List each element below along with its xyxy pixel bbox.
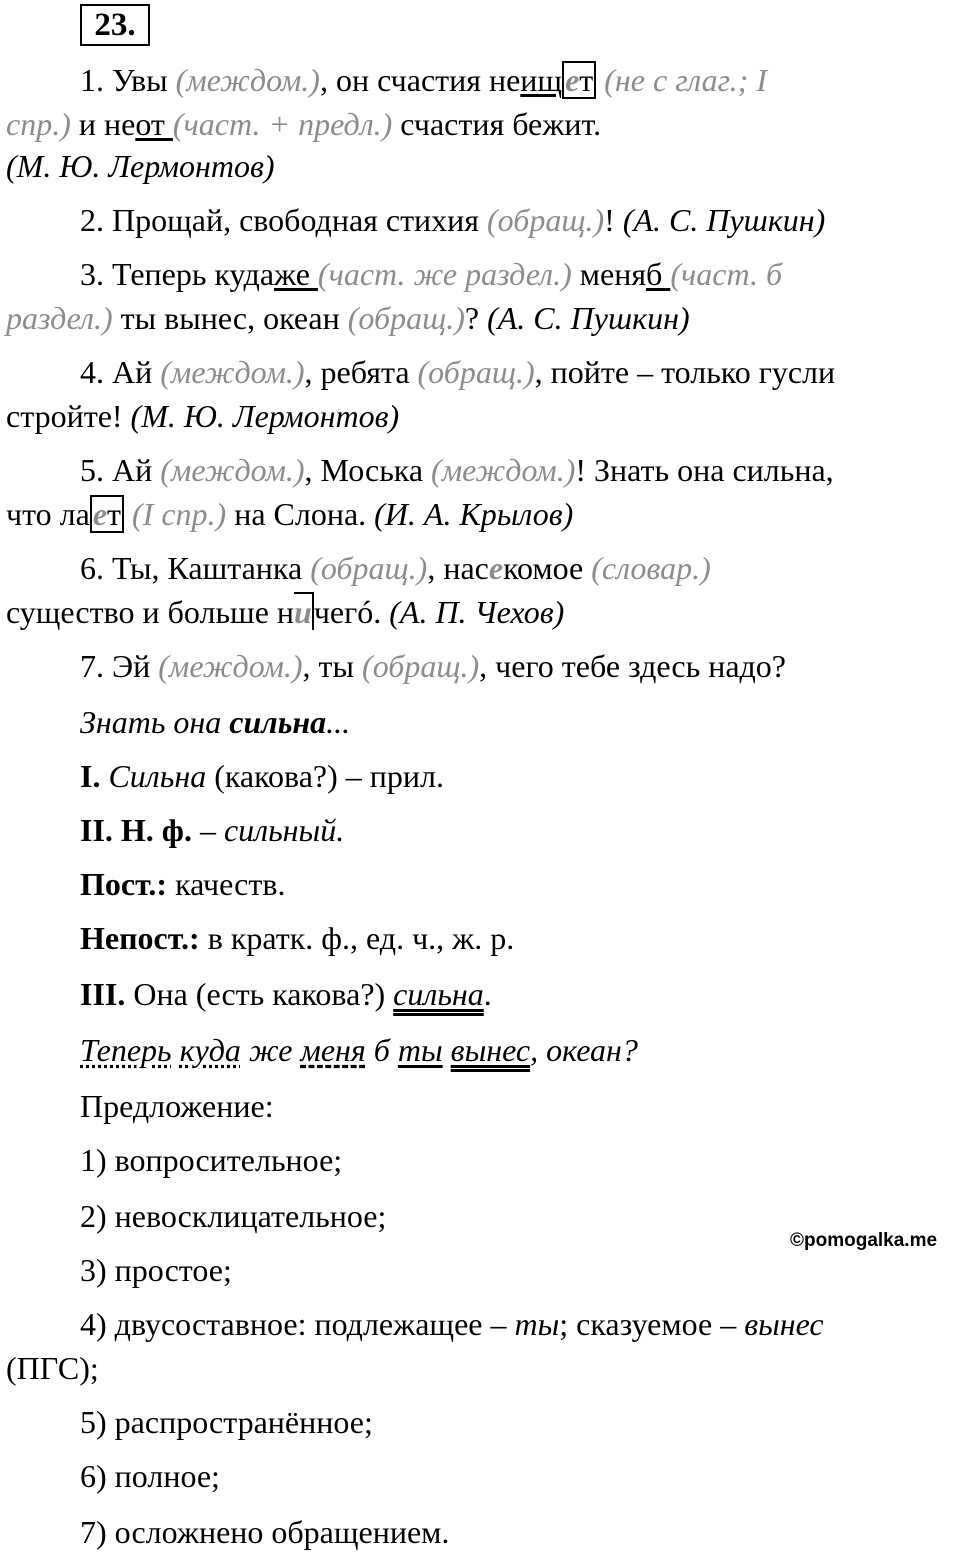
text: 4) двусоставное: подлежащее – (80, 1306, 515, 1342)
annotation: (обращ.) (310, 550, 428, 586)
text: 5. Ай (80, 452, 161, 488)
author: (А. С. Пушкин) (487, 300, 690, 336)
text: вынес (744, 1306, 824, 1342)
parse2-sentence (80, 1030, 638, 1070)
task-number: 23. (80, 4, 150, 46)
s3-line1 (80, 254, 782, 294)
parse1-heading (80, 702, 350, 742)
highlight-letter: е (488, 550, 504, 586)
annotation: (обращ.) (347, 300, 465, 336)
annotation: (не с глаг.; I (596, 62, 767, 98)
text: – (191, 812, 224, 848)
text: , чего тебе здесь надо? (479, 648, 786, 684)
text: же (248, 1032, 293, 1068)
author: (А. П. Чехов) (389, 594, 565, 630)
text: т (107, 496, 122, 532)
text: , ребята (304, 354, 418, 390)
s4-line1 (80, 352, 835, 392)
watermark: ©pomogalka.me (790, 1230, 938, 1251)
text: II. Н. ф. (80, 812, 192, 848)
text: сильна (393, 976, 484, 1012)
text: Сильна (100, 758, 207, 794)
parse2-title: Предложение: (80, 1088, 274, 1124)
s1-author: (М. Ю. Лермонтов) (6, 148, 275, 184)
s3-line2 (6, 298, 690, 338)
text: что ла (6, 496, 90, 532)
text: , пойте – только гусли (534, 354, 836, 390)
list-item: 6) полное; (80, 1458, 220, 1494)
text: чегó. (313, 594, 390, 630)
list-item (80, 1304, 824, 1344)
ending-box (562, 61, 596, 99)
text: , он счастия не (319, 62, 521, 98)
list-item: 5) распространённое; (80, 1404, 373, 1440)
text: , нас (427, 550, 489, 586)
s6-line2 (6, 592, 564, 632)
text: в кратк. ф., ед. ч., ж. р. (199, 920, 515, 956)
parse1-row1 (80, 756, 444, 796)
text: 1. Увы (80, 62, 176, 98)
text: ? (464, 300, 488, 336)
text: 3. Теперь куда (80, 256, 275, 292)
annotation: (междом.) (431, 452, 576, 488)
text: меня (300, 1032, 366, 1068)
text: . (483, 976, 492, 1012)
text: куда (179, 1032, 241, 1068)
text: от (135, 106, 173, 142)
text: ты вынес, океан (112, 300, 348, 336)
text: ... (326, 704, 351, 740)
author: (И. А. Крылов) (374, 496, 574, 532)
annotation: (обращ.) (417, 354, 535, 390)
author: (М. Ю. Лермонтов) (130, 398, 400, 434)
text: и не (70, 106, 136, 142)
highlight-letter: и (294, 594, 312, 630)
text: вынес (450, 1032, 531, 1068)
s5-line2 (6, 494, 573, 534)
text: же (274, 256, 318, 292)
text: ! Знать она сильна, (575, 452, 834, 488)
annotation: (междом.) (175, 62, 320, 98)
text: сильный. (223, 812, 345, 848)
text: счастия бежит. (392, 106, 602, 142)
author: (А. С. Пушкин) (622, 202, 826, 238)
annotation: (словар.) (591, 550, 711, 586)
ending-box (90, 495, 124, 533)
text: 6. Ты, Каштанка (80, 550, 311, 586)
text: т (579, 62, 594, 98)
s1-line2 (6, 104, 601, 144)
text: ; сказуемое – (559, 1306, 745, 1342)
text: ты (397, 1032, 443, 1068)
s5-line1 (80, 450, 834, 490)
s4-line2 (6, 396, 399, 436)
text: III. (80, 976, 126, 1012)
text: ищ (520, 62, 563, 98)
text: стройте! (6, 398, 131, 434)
parse1-row2 (80, 810, 344, 850)
s7-line1 (80, 646, 786, 686)
text: Теперь (80, 1032, 172, 1068)
text: ты (514, 1306, 560, 1342)
annotation: (част. + предл.) (172, 106, 393, 142)
text: существо и больше н (6, 594, 295, 630)
text: сильна (229, 704, 327, 740)
annotation: спр.) (6, 106, 71, 142)
annotation: раздел.) (6, 300, 113, 336)
s2-line1 (80, 200, 825, 240)
text: 4. Ай (80, 354, 161, 390)
text: комое (503, 550, 592, 586)
text: 2. Прощай, свободная стихия (80, 202, 488, 238)
annotation: (част. б (670, 256, 783, 292)
text: , ты (302, 648, 363, 684)
text: , Моська (304, 452, 432, 488)
text: Пост.: (80, 866, 168, 902)
annotation: (обращ.) (362, 648, 480, 684)
annotation: (междом.) (160, 452, 305, 488)
text: Она (есть какова?) (125, 976, 394, 1012)
text: б (373, 1032, 390, 1068)
list-item: 7) осложнено обращением. (80, 1514, 450, 1550)
annotation: (I спр.) (124, 496, 227, 532)
annotation: (част. же раздел.) (317, 256, 572, 292)
text: на Слона. (226, 496, 375, 532)
highlight-letter: е (565, 62, 580, 98)
list-item-cont: (ПГС); (6, 1350, 99, 1386)
parse1-row5 (80, 974, 492, 1014)
text: б (646, 256, 671, 292)
text: 7. Эй (80, 648, 159, 684)
highlight-letter: е (92, 496, 108, 532)
text: , океан? (530, 1032, 638, 1068)
text: (какова?) – прил. (206, 758, 444, 794)
text: Непост.: (80, 920, 200, 956)
annotation: (междом.) (160, 354, 305, 390)
text: качеств. (167, 866, 286, 902)
annotation: (междом.) (158, 648, 303, 684)
list-item: 3) простое; (80, 1252, 232, 1288)
parse1-row4 (80, 918, 514, 958)
s1-line1 (80, 60, 767, 100)
parse1-row3 (80, 864, 285, 904)
text: I. (80, 758, 101, 794)
annotation: (обращ.) (487, 202, 605, 238)
list-item: 2) невосклицательное; (80, 1198, 387, 1234)
s6-line1 (80, 548, 711, 588)
text: меня (571, 256, 647, 292)
text: ! (604, 202, 623, 238)
text: Знать она (80, 704, 230, 740)
list-item: 1) вопросительное; (80, 1142, 343, 1178)
